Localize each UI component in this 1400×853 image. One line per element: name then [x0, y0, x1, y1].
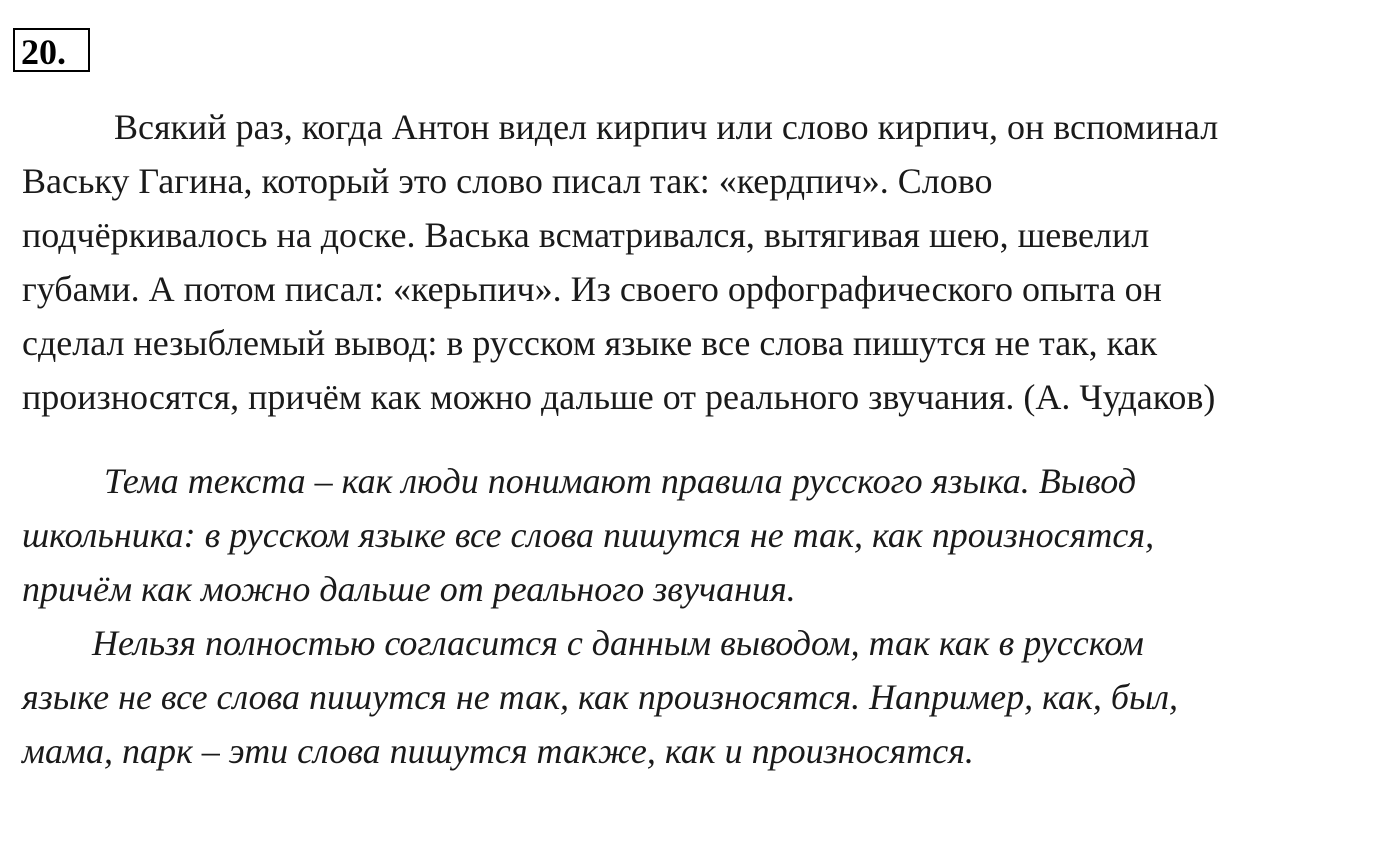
source-excerpt: Всякий раз, когда Антон видел кирпич или слово кирпич, он вспоминал Ваську Гагина, который это слово писал так: «кердпич». Слово подчёркивалось на доске. Васька всматривался, вытягивая шею, шевелил губами. А потом писал: «керьпич». Из своего орфографического опыта он сделал незыблемый вывод: в русском языке все слова пишутся не так, как произносятся, причём как можно дальше от реального звучания. (А. Чудаков) — [22, 107, 1219, 417]
task-number: 20. — [13, 28, 90, 72]
answer-paragraph-argument: Нельзя полностью согласится с данным выводом, так как в русском языке не все слова пишутся не так, как произносятся. Например, как, был, мама, парк – эти слова пишутся также, как и произносятся. — [22, 623, 1179, 771]
answer-paragraph-theme: Тема текста – как люди понимают правила русского языка. Вывод школьника: в русском языке все слова пишутся не так, как произносятся, причём как можно дальше от реального звучания. — [22, 461, 1155, 609]
